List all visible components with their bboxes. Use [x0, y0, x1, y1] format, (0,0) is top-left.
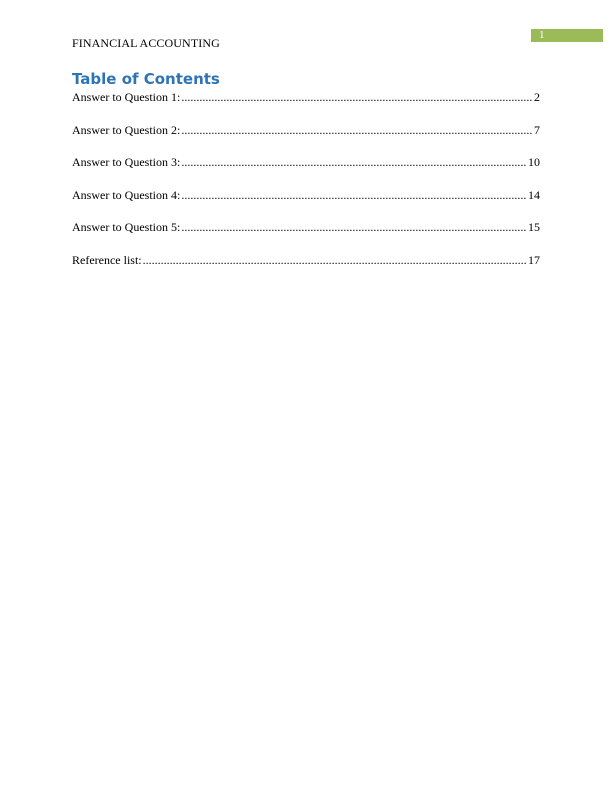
toc-entry-page: 17	[528, 252, 540, 267]
toc-entry-page: 2	[534, 90, 540, 104]
toc-dot-leader	[181, 188, 527, 202]
page-number-badge	[531, 29, 603, 42]
toc-list	[72, 90, 540, 286]
page-number: 1	[539, 29, 545, 41]
toc-entry-label: Answer to Question 5:	[72, 220, 181, 235]
toc-entry-label: Answer to Question 2:	[72, 122, 181, 137]
toc-heading: Table of Contents	[72, 70, 220, 88]
toc-entry-reference-list[interactable]	[72, 253, 540, 267]
toc-dot-leader	[181, 155, 527, 169]
toc-entry-label: Reference list:	[72, 252, 142, 267]
toc-dot-leader	[181, 123, 533, 137]
toc-entry-label: Answer to Question 1:	[72, 90, 181, 104]
toc-entry-page: 7	[534, 122, 540, 137]
toc-entry-page: 14	[528, 187, 540, 202]
toc-dot-leader	[143, 253, 527, 267]
toc-entry-question-2[interactable]	[72, 123, 540, 137]
running-header-title: FINANCIAL ACCOUNTING	[72, 36, 220, 50]
toc-dot-leader	[181, 90, 533, 104]
toc-entry-question-3[interactable]	[72, 155, 540, 169]
toc-entry-label: Answer to Question 4:	[72, 187, 181, 202]
toc-entry-question-4[interactable]	[72, 188, 540, 202]
toc-entry-label: Answer to Question 3:	[72, 155, 181, 170]
toc-entry-question-1[interactable]	[72, 90, 540, 104]
toc-entry-page: 10	[528, 155, 540, 170]
toc-entry-page: 15	[528, 220, 540, 235]
toc-entry-question-5[interactable]	[72, 220, 540, 234]
toc-dot-leader	[181, 220, 527, 234]
